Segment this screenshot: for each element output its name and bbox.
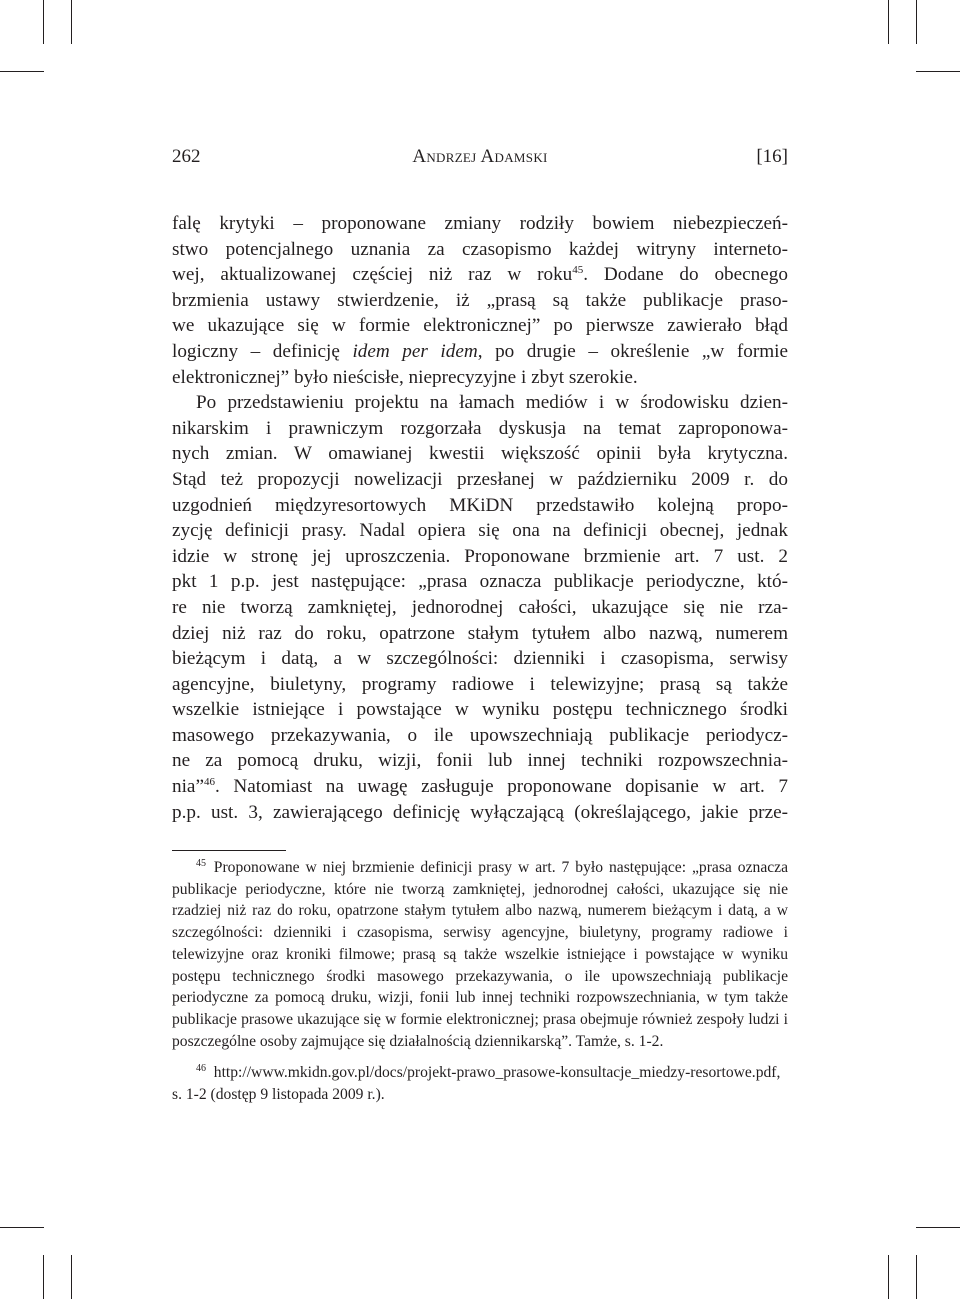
line-text: nikarskim i prawniczym rozgorzała dyskusja na temat zaproponowa-: [172, 417, 788, 439]
line-text: wszelkie istniejące i powstające w wyniku postępu technicznego środki: [172, 699, 788, 721]
crop-mark: [71, 1255, 72, 1299]
line-text: brzmienia ustawy stwierdzenie, iż „prasą są także publikacje praso-: [172, 289, 788, 311]
line-text: . Natomiast na uwagę zasługuje proponowane dopisanie w art. 7: [214, 776, 788, 798]
text-line: [172, 262, 788, 288]
line-text: , po drugie – określenie „w formie: [477, 340, 788, 362]
crop-mark: [916, 1227, 960, 1228]
text-line: [172, 774, 788, 800]
running-header: [172, 146, 788, 176]
line-text: we ukazujące się w formie elektronicznej” po pierwsze zawierało błąd: [172, 315, 788, 337]
text-line: [172, 569, 788, 595]
line-text: elektronicznej” było nieścisłe, nieprecyzyjne i zbyt szerokie.: [172, 366, 638, 388]
footnote-text: Proponowane w niej brzmienie definicji prasy w art. 7 było następujące: „prasa oznacza publikacje periodyczne, które nie tworzą zamkniętej, jednorodnej całości, ukazujące się nie rzadziej niż raz do roku, opatrzone stałym tytułem albo nazwą, numerem bieżącym i datą, a w szczególności: dzienniki i czasopisma, serwisy agencyjne, biuletyny, programy radiowe i telewizyjne oraz kroniki filmowe; prasą są także wszelkie istniejące i powstające w wyniku postępu technicznego środki masowego przekazywania, o ile upowszechniają publikacje periodyczne za pomocą druku, wizji, fonii lub innej techniki rozpowszechniania, w tym także publikacje prasowe ukazujące się w formie elektronicznej; prasa obejmuje również zespoły ludzi i poszczególne osoby zajmujące się działalnością dziennikarską”. Tamże, s. 1-2.: [172, 859, 788, 1050]
crop-mark: [916, 71, 960, 72]
line-text: masowego przekazywania, o ile upowszechniają publikacje periodycz-: [172, 724, 788, 746]
text-line: [172, 211, 788, 237]
line-text: dziej niż raz do roku, opatrzone stałym tytułem albo nazwą, numerem: [172, 622, 788, 644]
text-line: [172, 621, 788, 647]
crop-mark: [916, 0, 917, 44]
line-text: stwo potencjalnego uznania za czasopismo każdej witryny interneto-: [172, 238, 788, 260]
text-line: [172, 467, 788, 493]
text-line: [172, 416, 788, 442]
line-text: bieżącym i datą, a w szczególności: dzienniki i czasopisma, serwisy: [172, 648, 788, 670]
text-line: [172, 493, 788, 519]
line-text: ne za pomocą druku, wizji, fonii lub innej techniki rozpowszechnia-: [172, 750, 788, 772]
line-text: falę krytyki – proponowane zmiany rodziły bowiem niebezpieczeń-: [172, 213, 788, 234]
crop-mark: [888, 0, 889, 44]
line-text: agencyjne, biuletyny, programy radiowe i telewizyjne; prasą są także: [172, 673, 788, 695]
text-line: [172, 595, 788, 621]
text-line: [172, 672, 788, 698]
text-line: [172, 441, 788, 467]
footnote-text[interactable]: http://www.mkidn.gov.pl/docs/projekt-prawo_prasowe-konsultacje_miedzy-resortowe.pdf, s. 1-2 (dostęp 9 listopada 2009 r.).: [172, 1064, 781, 1104]
line-text: . Dodane do obecnego: [583, 264, 788, 286]
footnote-ref: 46: [203, 776, 215, 789]
crop-mark: [888, 1255, 889, 1299]
footnote-ref: 45: [572, 264, 584, 277]
page-number: 262: [172, 146, 201, 167]
text-line: [172, 339, 788, 365]
crop-mark: [43, 1255, 44, 1299]
crop-mark: [71, 0, 72, 44]
crop-mark: [0, 1227, 44, 1228]
line-text: logiczny – definicję: [172, 340, 353, 362]
text-line: [172, 544, 788, 570]
text-line: [172, 237, 788, 263]
footnote-number: 46: [196, 1063, 206, 1075]
line-text: uzgodnień międzyresortowych MKiDN przedstawiło kolejną propo-: [172, 494, 788, 516]
italic-text: idem per idem: [352, 340, 478, 362]
section-marker: [16]: [756, 146, 788, 167]
line-text: pkt 1 p.p. jest następujące: „prasa oznacza publikacje periodyczne, któ-: [172, 571, 788, 593]
crop-mark: [0, 71, 44, 72]
line-text: p.p. ust. 3, zawierającego definicję wyłączającą (określającego, jakie prze-: [172, 801, 788, 823]
footnote-46: [172, 1062, 788, 1105]
crop-mark: [43, 0, 44, 44]
line-text: re nie tworzą zamkniętej, jednorodnej całości, ukazujące się nie rza-: [172, 596, 788, 618]
line-text: nia”: [172, 776, 204, 798]
footnotes: [172, 857, 788, 1116]
text-line: [172, 723, 788, 749]
line-text: zycję definicji prasy. Nadal opiera się ona na definicji obecnej, jednak: [172, 520, 788, 542]
footnote-number: 45: [196, 858, 206, 869]
line-text: Stąd też propozycji nowelizacji przesłanej w październiku 2009 r. do: [172, 468, 788, 490]
footnote-separator: [172, 850, 286, 851]
text-line: [172, 697, 788, 723]
text-line: [172, 748, 788, 774]
text-line: [172, 365, 788, 391]
line-text: wej, aktualizowanej częściej niż raz w roku: [172, 264, 573, 286]
text-line: [172, 800, 788, 826]
crop-mark: [916, 1255, 917, 1299]
line-text: nych zmian. W omawianej kwestii większość opinii była krytyczna.: [172, 443, 788, 465]
footnote-45: [172, 857, 788, 1052]
text-line: [172, 313, 788, 339]
text-line: [172, 518, 788, 544]
text-line: [172, 288, 788, 314]
body-text: [172, 211, 788, 825]
text-line: [172, 646, 788, 672]
line-text: idzie w stronę jej uproszczenia. Proponowane brzmienie art. 7 ust. 2: [172, 545, 788, 567]
running-head-author: Andrzej Adamski: [412, 146, 548, 167]
line-text: Po przedstawieniu projektu na łamach mediów i w środowisku dzien-: [196, 392, 788, 414]
text-line: [172, 390, 788, 416]
